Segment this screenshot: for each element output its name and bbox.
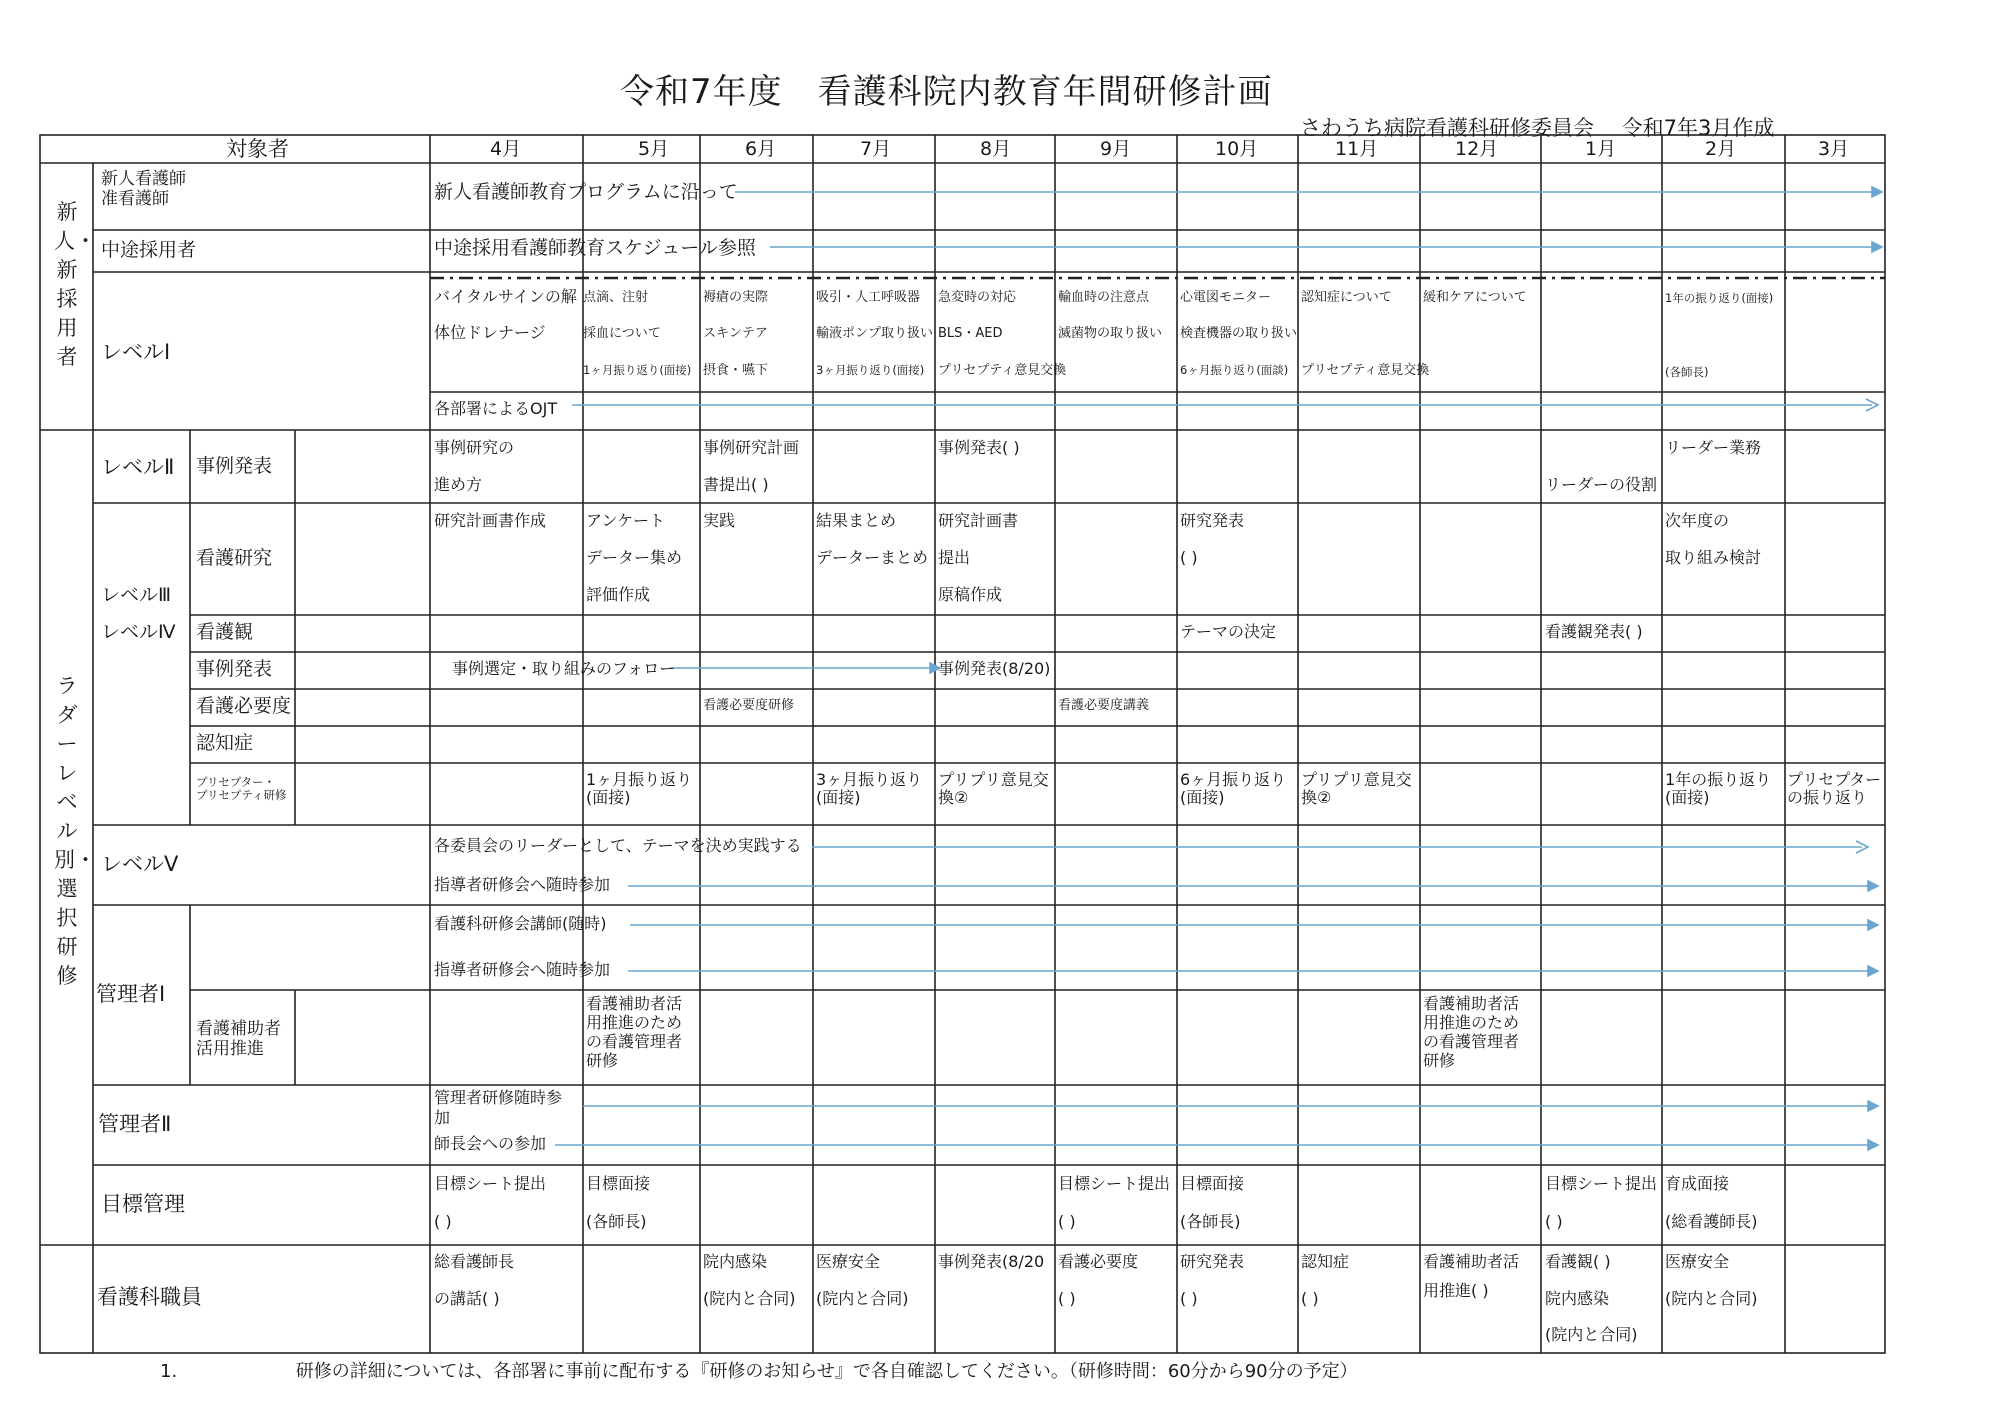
cell-gm-feb-1: 育成面接 bbox=[1665, 1174, 1730, 1193]
cell-nr-oct-1: 研究発表 bbox=[1180, 511, 1245, 530]
cell-as-apr-2: の講話( ) bbox=[434, 1289, 500, 1308]
row-level1: レベルⅠ bbox=[101, 340, 171, 364]
cell-nn-jun: 看護必要度研修 bbox=[703, 698, 795, 713]
cell-pr-oct: 6ヶ月振り返り (面接) bbox=[1180, 770, 1287, 808]
cell-l1-dec-1: 緩和ケアについて bbox=[1423, 290, 1527, 305]
group-ladder: ラダーレベル別・選択研修 bbox=[54, 674, 96, 988]
cell-gm-oct-1: 目標面接 bbox=[1180, 1174, 1245, 1193]
cell-l1-jun-3: 摂食・嚥下 bbox=[703, 363, 769, 378]
cell-l5-1: 各委員会のリーダーとして、テーマを決め実践する bbox=[434, 836, 802, 855]
cell-gm-sep-1: 目標シート提出 bbox=[1058, 1174, 1171, 1193]
cell-m1-2: 指導者研修会へ随時参加 bbox=[434, 960, 611, 979]
cell-gm-sep-2: ( ) bbox=[1058, 1212, 1076, 1231]
cell-nr-oct-2: ( ) bbox=[1180, 548, 1198, 567]
cell-l1-oct-3: 6ヶ月振り返り(面談) bbox=[1180, 363, 1289, 377]
month-header-jul: 7月 bbox=[860, 138, 892, 160]
cell-gm-apr-1: 目標シート提出 bbox=[434, 1174, 547, 1193]
cell-nr-apr-1: 研究計画書作成 bbox=[434, 511, 547, 530]
cell-as-oct-1: 研究発表 bbox=[1180, 1252, 1245, 1271]
cell-as-jan-2: 院内感染 bbox=[1545, 1289, 1610, 1308]
month-header-mar: 3月 bbox=[1818, 138, 1850, 160]
cell-gm-apr-2: ( ) bbox=[434, 1212, 452, 1231]
cell-l1-ojt: 各部署によるOJT bbox=[434, 399, 558, 418]
cell-gm-oct-2: (各師長) bbox=[1180, 1212, 1241, 1231]
month-header-nov: 11月 bbox=[1335, 138, 1379, 160]
cell-nr-aug-3: 原稿作成 bbox=[938, 585, 1003, 604]
cell-pr-feb: 1年の振り返り (面接) bbox=[1665, 770, 1772, 808]
cell-as-feb-1: 医療安全 bbox=[1665, 1252, 1730, 1271]
cell-as-jun-2: (院内と合同) bbox=[703, 1289, 796, 1308]
cell-l1-feb-3: (各師長) bbox=[1665, 365, 1709, 379]
cell-as-jan-3: (院内と合同) bbox=[1545, 1325, 1638, 1344]
cell-l1-jul-1: 吸引・人工呼吸器 bbox=[816, 290, 921, 305]
row-case-presentation: 事例発表 bbox=[196, 455, 273, 477]
cell-nv-jan: 看護観発表( ) bbox=[1545, 622, 1643, 641]
cell-nr-jul-1: 結果まとめ bbox=[816, 511, 897, 530]
row-assistant-use: 看護補助者 活用推進 bbox=[196, 1019, 281, 1059]
cell-gm-jan-2: ( ) bbox=[1545, 1212, 1563, 1231]
row-mid-career: 中途採用者 bbox=[101, 239, 197, 261]
month-header-feb: 2月 bbox=[1705, 138, 1737, 160]
cell-l1-nov-3: プリセプティ意見交換 bbox=[1301, 363, 1430, 378]
cell-nr-feb-1: 次年度の bbox=[1665, 511, 1730, 530]
cell-l2-jun-2: 書提出( ) bbox=[703, 475, 769, 494]
cell-as-aug-1: 事例発表(8/20 bbox=[938, 1252, 1045, 1271]
cell-l1-nov-1: 認知症について bbox=[1301, 290, 1392, 305]
cell-nr-feb-2: 取り組み検討 bbox=[1665, 548, 1762, 567]
cell-pr-jul: 3ヶ月振り返り (面接) bbox=[816, 770, 923, 808]
cell-l1-aug-1: 急変時の対応 bbox=[938, 290, 1017, 305]
page-subtitle: さわうち病院看護科研修委員会 令和7年3月作成 bbox=[1300, 116, 1775, 140]
row-new-nurse: 新人看護師 准看護師 bbox=[101, 169, 186, 209]
footnote bbox=[160, 1357, 1358, 1383]
row-case-presentation-2: 事例発表 bbox=[196, 658, 273, 680]
cell-nv-oct: テーマの決定 bbox=[1180, 622, 1277, 641]
row-manager2: 管理者Ⅱ bbox=[98, 1112, 172, 1136]
month-header-jan: 1月 bbox=[1585, 138, 1617, 160]
cell-m1-1: 看護科研修会講師(随時) bbox=[434, 914, 607, 933]
cell-nr-jul-2: データーまとめ bbox=[816, 548, 929, 567]
cell-nn-sep: 看護必要度講義 bbox=[1058, 698, 1150, 713]
cell-new-nurse: 新人看護師教育プログラムに沿って bbox=[434, 181, 738, 203]
cell-gm-feb-2: (総看護師長) bbox=[1665, 1212, 1758, 1231]
cell-cp-aug: 事例発表(8/20) bbox=[938, 659, 1051, 678]
cell-as-jun-1: 院内感染 bbox=[703, 1252, 768, 1271]
cell-as-dec-1: 看護補助者活 bbox=[1423, 1252, 1520, 1271]
cell-au-dec: 看護補助者活 用推進のため の看護管理者 研修 bbox=[1423, 994, 1520, 1070]
cell-m2-2: 師長会への参加 bbox=[434, 1134, 547, 1153]
cell-gm-may-1: 目標面接 bbox=[586, 1174, 651, 1193]
cell-l2-apr-1: 事例研究の bbox=[434, 438, 515, 457]
cell-l1-may-1: 点滴、注射 bbox=[583, 290, 649, 305]
cell-l1-feb-1: 1年の振り返り(面接) bbox=[1665, 291, 1774, 305]
cell-l2-jun-1: 事例研究計画 bbox=[703, 438, 800, 457]
row-nursing-need: 看護必要度 bbox=[196, 695, 292, 717]
cell-l1-apr-1: バイタルサインの解 bbox=[434, 287, 577, 306]
cell-nr-may-3: 評価作成 bbox=[586, 585, 651, 604]
cell-l1-jun-1: 褥瘡の実際 bbox=[703, 290, 769, 305]
cell-au-may: 看護補助者活 用推進のため の看護管理者 研修 bbox=[586, 994, 683, 1070]
cell-l1-oct-1: 心電図モニター bbox=[1180, 290, 1272, 305]
cell-as-nov-2: ( ) bbox=[1301, 1289, 1319, 1308]
cell-l1-sep-1: 輸血時の注意点 bbox=[1058, 290, 1150, 305]
row-level3: レベルⅢ bbox=[101, 584, 172, 606]
cell-as-feb-2: (院内と合同) bbox=[1665, 1289, 1758, 1308]
month-header-dec: 12月 bbox=[1455, 138, 1499, 160]
cell-as-dec-2: 用推進( ) bbox=[1423, 1281, 1489, 1300]
cell-pr-may: 1ヶ月振り返り (面接) bbox=[586, 770, 693, 808]
row-preceptor: プリセプター・ プリセプティ研修 bbox=[196, 775, 287, 803]
cell-nr-aug-2: 提出 bbox=[938, 548, 971, 567]
cell-as-sep-2: ( ) bbox=[1058, 1289, 1076, 1308]
cell-l1-sep-2: 滅菌物の取り扱い bbox=[1058, 326, 1163, 341]
cell-m2-1: 管理者研修随時参 加 bbox=[434, 1088, 563, 1127]
row-nursing-view: 看護観 bbox=[196, 621, 254, 643]
group-new-staff: 新人・新採用者 bbox=[54, 200, 96, 369]
cell-pr-nov: プリプリ意見交 換② bbox=[1301, 770, 1412, 808]
cell-as-jan-1: 看護観( ) bbox=[1545, 1252, 1611, 1271]
cell-l1-jun-2: スキンテア bbox=[703, 326, 768, 341]
month-header-may: 5月 bbox=[638, 138, 670, 160]
cell-pr-aug: プリプリ意見交 換② bbox=[938, 770, 1049, 808]
month-header-sep: 9月 bbox=[1100, 138, 1132, 160]
cell-l1-jul-3: 3ヶ月振り返り(面接) bbox=[816, 363, 925, 377]
cell-l1-apr-2: 体位ドレナージ bbox=[434, 323, 546, 342]
cell-pr-mar: プリセプター の振り返り bbox=[1787, 770, 1882, 808]
cell-nr-jun-1: 実践 bbox=[703, 511, 736, 530]
cell-gm-may-2: (各師長) bbox=[586, 1212, 647, 1231]
month-header-aug: 8月 bbox=[980, 138, 1012, 160]
cell-l5-2: 指導者研修会へ随時参加 bbox=[434, 875, 611, 894]
row-dementia: 認知症 bbox=[196, 732, 254, 754]
cell-l1-may-2: 採血について bbox=[583, 326, 661, 341]
cell-l2-apr-2: 進め方 bbox=[434, 475, 483, 494]
cell-gm-jan-1: 目標シート提出 bbox=[1545, 1174, 1658, 1193]
cell-l1-jul-2: 輸液ポンプ取り扱い bbox=[816, 326, 934, 341]
row-manager1: 管理者Ⅰ bbox=[96, 982, 166, 1006]
footnote-text: 研修の詳細については、各部署に事前に配布する『研修のお知らせ』で各自確認してください。（研修時間：60分から90分の予定） bbox=[295, 1361, 1358, 1382]
cell-l1-aug-2: BLS・AED bbox=[938, 326, 1003, 341]
cell-as-jul-2: (院内と合同) bbox=[816, 1289, 909, 1308]
row-all-staff: 看護科職員 bbox=[97, 1285, 202, 1309]
cell-as-apr-1: 総看護師長 bbox=[434, 1252, 515, 1271]
cell-cp-apr: 事例選定・取り組みのフォロー bbox=[452, 659, 676, 678]
cell-l1-aug-3: プリセプティ意見交換 bbox=[938, 363, 1067, 378]
month-header-jun: 6月 bbox=[745, 138, 777, 160]
cell-nr-may-1: アンケート bbox=[586, 511, 666, 530]
row-goal-mgmt: 目標管理 bbox=[101, 1192, 185, 1216]
month-header-apr: 4月 bbox=[490, 138, 522, 160]
cell-as-sep-1: 看護必要度 bbox=[1058, 1252, 1139, 1271]
row-nursing-research: 看護研究 bbox=[196, 547, 273, 569]
footnote-number: 1. bbox=[160, 1361, 178, 1382]
cell-l1-may-3: 1ヶ月振り返り(面接) bbox=[583, 363, 692, 377]
cell-nr-may-2: データー集め bbox=[586, 548, 683, 567]
cell-as-oct-2: ( ) bbox=[1180, 1289, 1198, 1308]
cell-l2-aug-1: 事例発表( ) bbox=[938, 438, 1020, 457]
cell-l2-jan-2: リーダーの役割 bbox=[1545, 475, 1658, 494]
page-title: 令和7年度 看護科院内教育年間研修計画 bbox=[620, 72, 1273, 112]
cell-l1-oct-2: 検査機器の取り扱い bbox=[1180, 326, 1298, 341]
cell-nr-aug-1: 研究計画書 bbox=[938, 511, 1019, 530]
target-header: 対象者 bbox=[226, 137, 289, 161]
row-level2: レベルⅡ bbox=[101, 455, 175, 479]
month-header-oct: 10月 bbox=[1215, 138, 1259, 160]
row-level4: レベルⅣ bbox=[101, 621, 176, 643]
cell-mid-career: 中途採用看護師教育スケジュール参照 bbox=[434, 237, 756, 259]
cell-as-jul-1: 医療安全 bbox=[816, 1252, 881, 1271]
cell-l2-feb-1: リーダー業務 bbox=[1665, 438, 1762, 457]
cell-as-nov-1: 認知症 bbox=[1301, 1252, 1350, 1271]
row-level5: レベルⅤ bbox=[101, 852, 179, 876]
